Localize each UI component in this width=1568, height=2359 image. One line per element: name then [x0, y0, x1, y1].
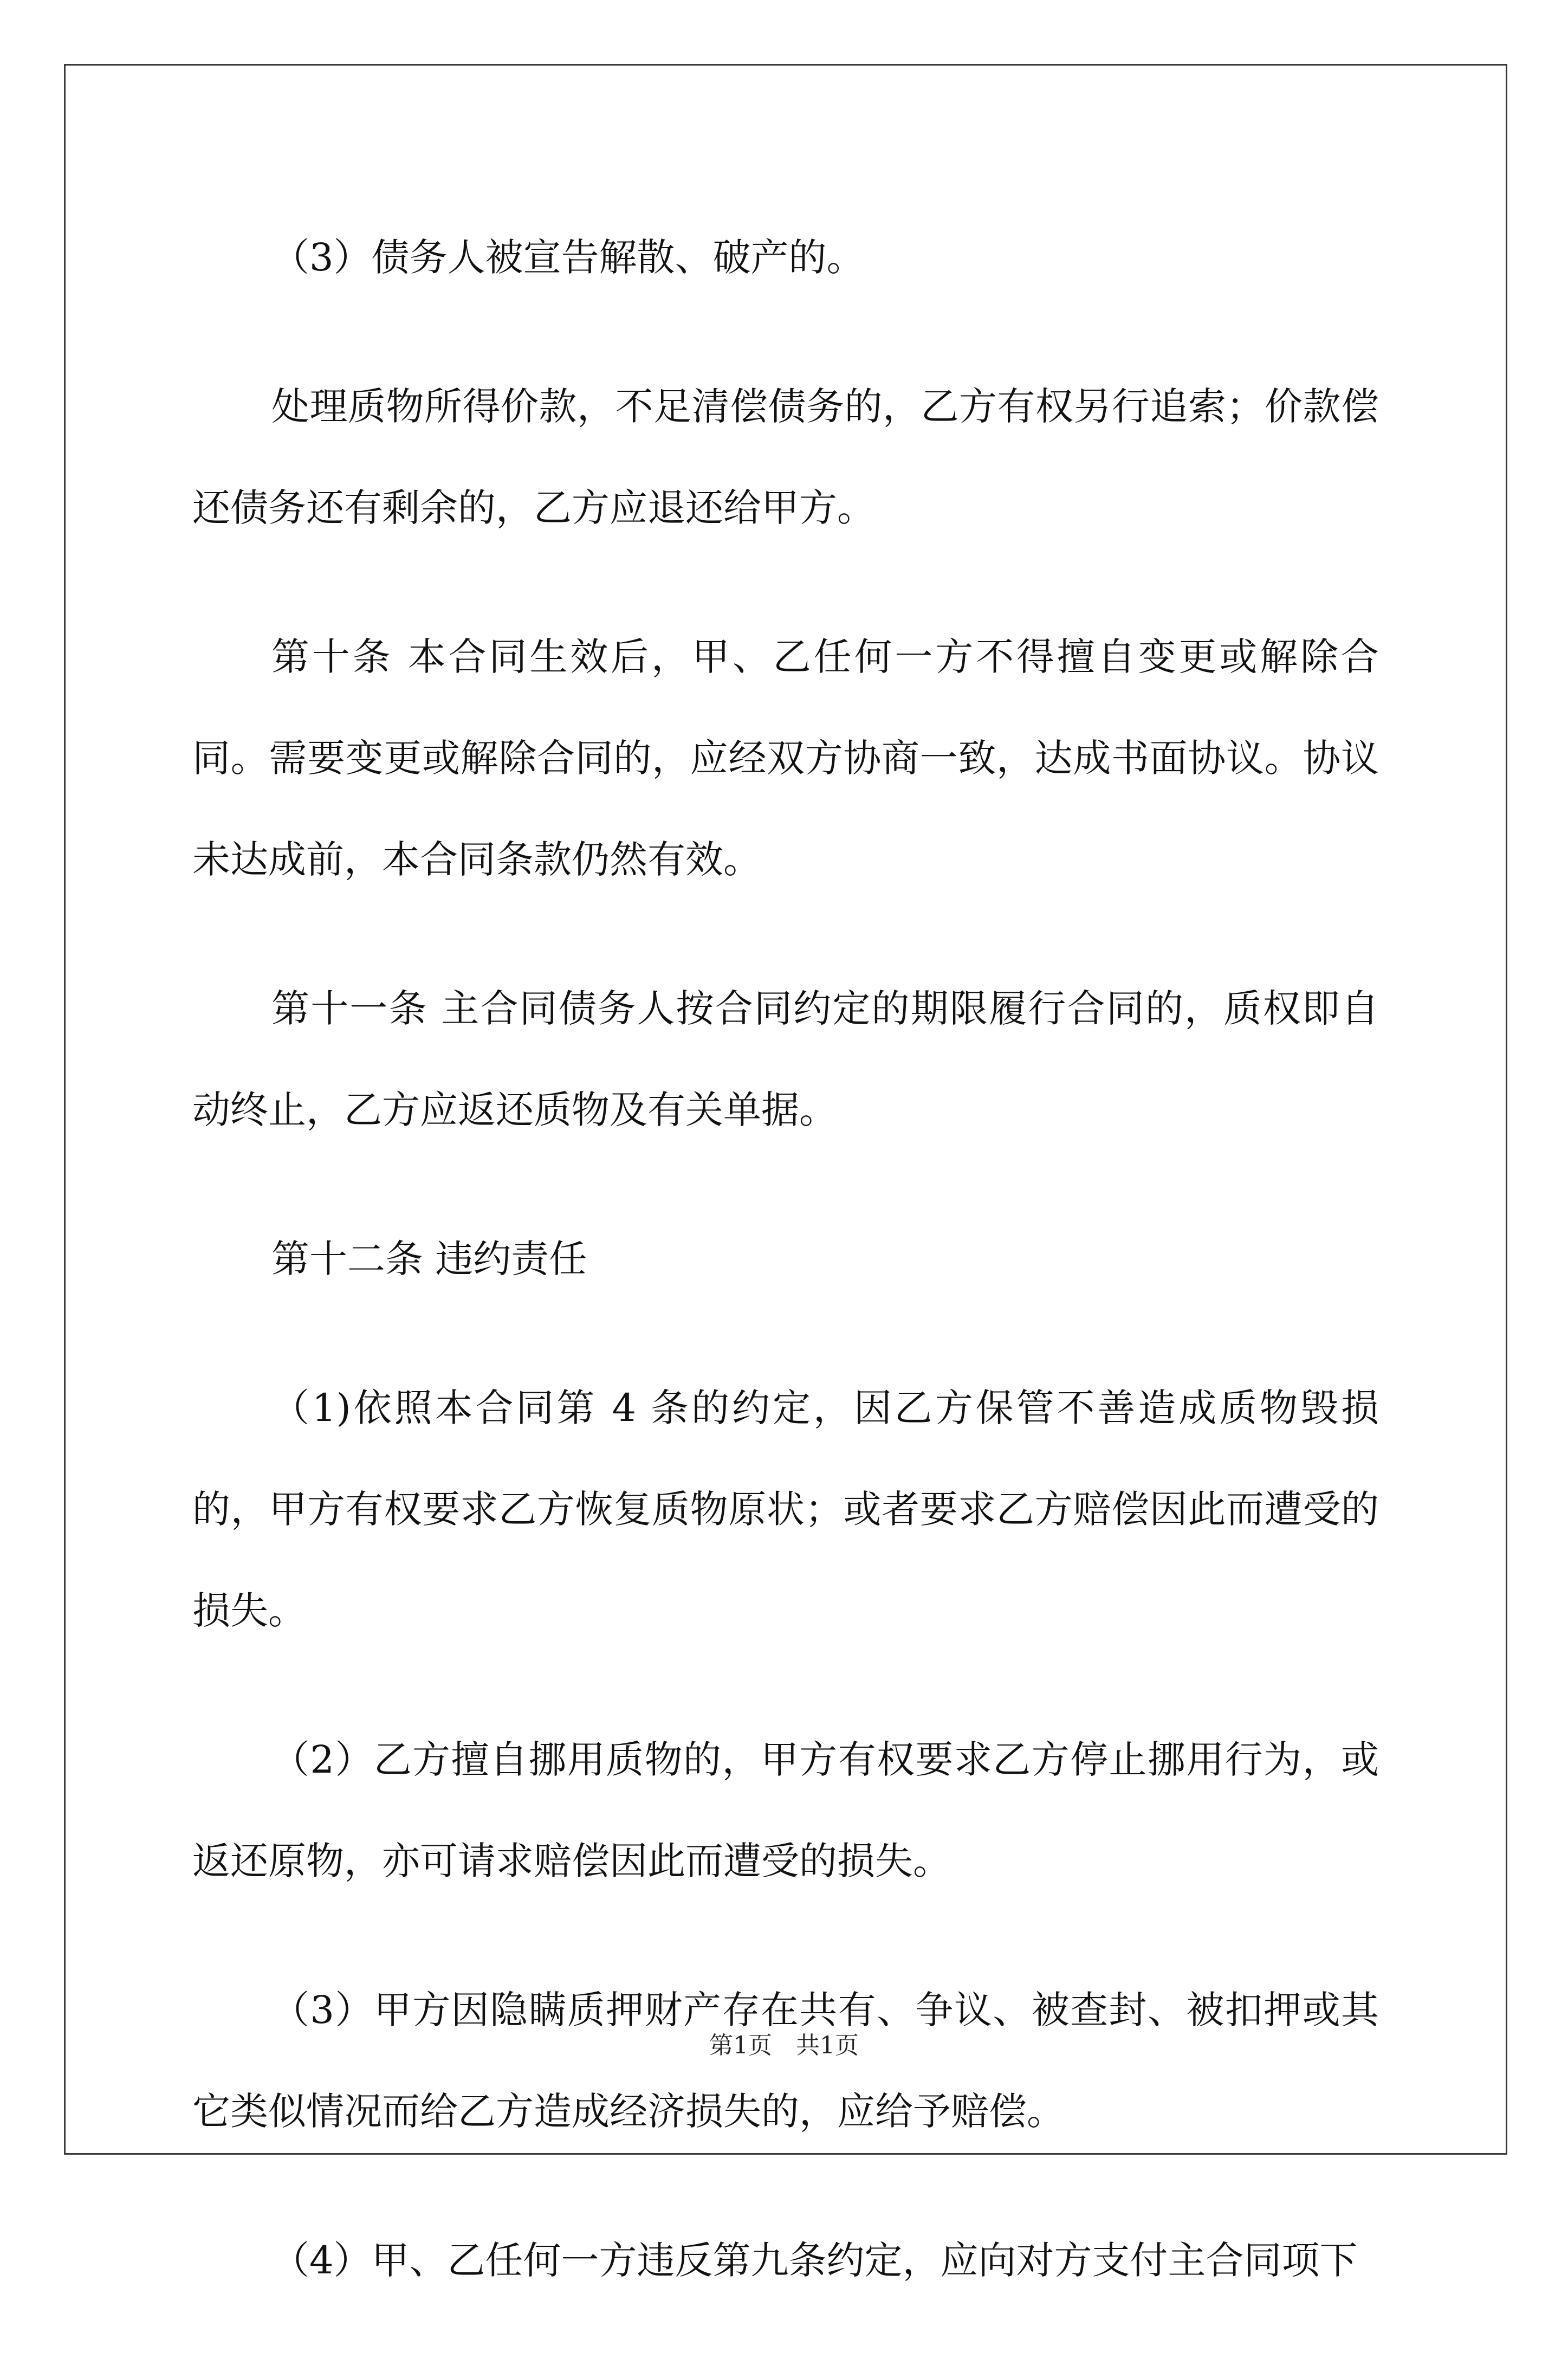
paragraph-article-10: 第十条 本合同生效后，甲、乙任何一方不得擅自变更或解除合同。需要变更或解除合同的，应经双方协商一致，达成书面协议。协议未达成前，本合同条款仍然有效。	[192, 635, 1379, 882]
paragraph-pledge-proceeds: 处理质物所得价款，不足清偿债务的，乙方有权另行追索；价款偿还债务还有剩余的，乙方应退还给甲方。	[192, 384, 1379, 530]
page-footer: 第1页 共1页	[709, 2032, 859, 2059]
paragraph-article-12-heading: 第十二条 违约责任	[271, 1237, 587, 1281]
paragraph-clause-3-debtor-dissolved: （3）债务人被宣告解散、破产的。	[271, 235, 865, 280]
paragraph-liability-2: （2）乙方擅自挪用质物的，甲方有权要求乙方停止挪用行为，或返还原物，亦可请求赔偿因此而遭受的损失。	[192, 1737, 1379, 1883]
paragraph-liability-3: （3）甲方因隐瞒质押财产存在共有、争议、被查封、被扣押或其它类似情况而给乙方造成经济损失的，应给予赔偿。	[192, 1988, 1379, 2134]
paragraph-article-11: 第十一条 主合同债务人按合同约定的期限履行合同的，质权即自动终止，乙方应返还质物及有关单据。	[192, 986, 1379, 1132]
paragraph-liability-4: （4）甲、乙任何一方违反第九条约定，应向对方支付主合同项下	[271, 2238, 1358, 2283]
paragraph-liability-1: （1)依照本合同第 4 条的约定，因乙方保管不善造成质物毁损的，甲方有权要求乙方恢复质物原状；或者要求乙方赔偿因此而遭受的损失。	[192, 1386, 1379, 1633]
